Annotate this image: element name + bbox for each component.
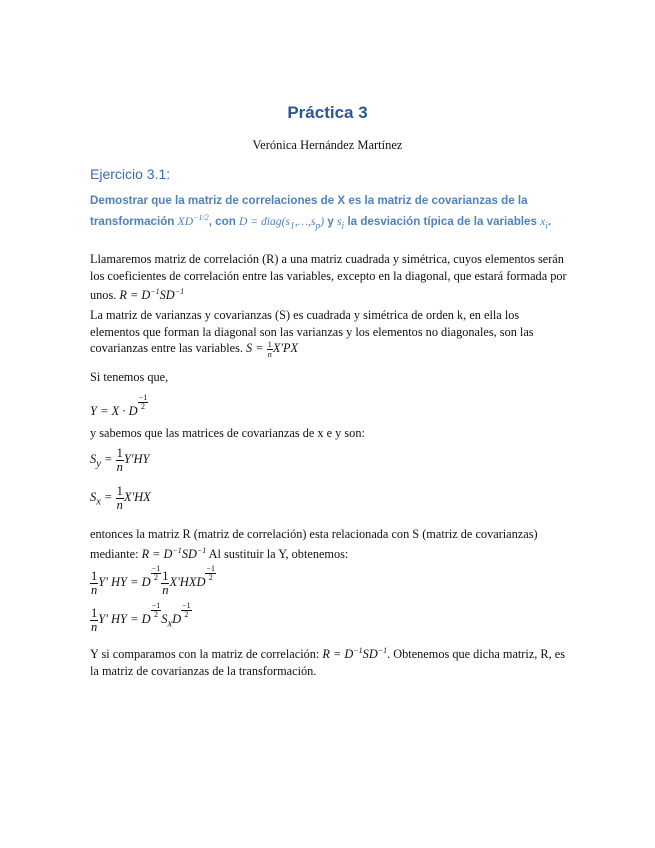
paragraph-correlation-matrix: Llamaremos matriz de correlación (R) a una matriz cuadrada y simétrica, cuyos elementos serán los coeficientes de correlación entre las variables, excepto en la diagonal, que estará formada por unos. $R = D^{-1}SD^{-1}$ bbox=[90, 252, 567, 303]
equation-substitution-2: $\frac{1}{n}$ Y' HY = D $\frac{-1}{2}$ $S_xD$ $\frac{-1}{2}$ bbox=[91, 601, 191, 634]
paragraph-entonces: entonces la matriz R (matriz de correlación) esta relacionada con S (matriz de covarianzas) mediante: $R = D^{-1}SD^{-1}$ Al sustituir la Y, obtenemos: bbox=[90, 527, 538, 561]
page-title: Práctica 3 bbox=[287, 103, 368, 122]
paragraph-si-tenemos: Si tenemos que, bbox=[90, 370, 169, 384]
equation-sx: $S_x$ = $\frac{1}{n}$ X'HX bbox=[90, 484, 151, 512]
exercise-heading: Ejercicio 3.1: bbox=[90, 166, 171, 182]
paragraph-sabemos: y sabemos que las matrices de covarianzas de x e y son: bbox=[90, 426, 365, 440]
equation-y: Y = X · D $\frac{-1}{2}$ bbox=[90, 393, 148, 418]
exercise-statement: Demostrar que la matriz de correlaciones de X es la matriz de covarianzas de la transformación $XD^{-1/2}$, con $D = diag(s_1,\dots,s_p)$ y $s_i$ la desviación típica de la variables $x_i$. bbox=[90, 194, 552, 232]
author-name: Verónica Hernández Martínez bbox=[252, 138, 403, 152]
equation-substitution-1: $\frac{1}{n}$ Y' HY = D $\frac{-1}{2}$ $\frac{1}{n}$ X'HXD $\frac{-1}{2}$ bbox=[91, 564, 215, 597]
paragraph-covariance-matrix: La matriz de varianzas y covarianzas (S) es cuadrada y simétrica de orden k, en ella los elementos que forman la diagonal son las varianzas y los elementos no diagonales, son las covarianzas entre las variables. S = $\frac{1}{n}$ X'PX bbox=[90, 308, 534, 359]
equation-sy: $S_y$ = $\frac{1}{n}$ Y'HY bbox=[90, 446, 150, 474]
paragraph-conclusion: Y si comparamos con la matriz de correlación: $R = D^{-1}SD^{-1}$. Obtenemos que dicha matriz, R, es la matriz de covarianzas de la transformación. bbox=[90, 646, 566, 678]
